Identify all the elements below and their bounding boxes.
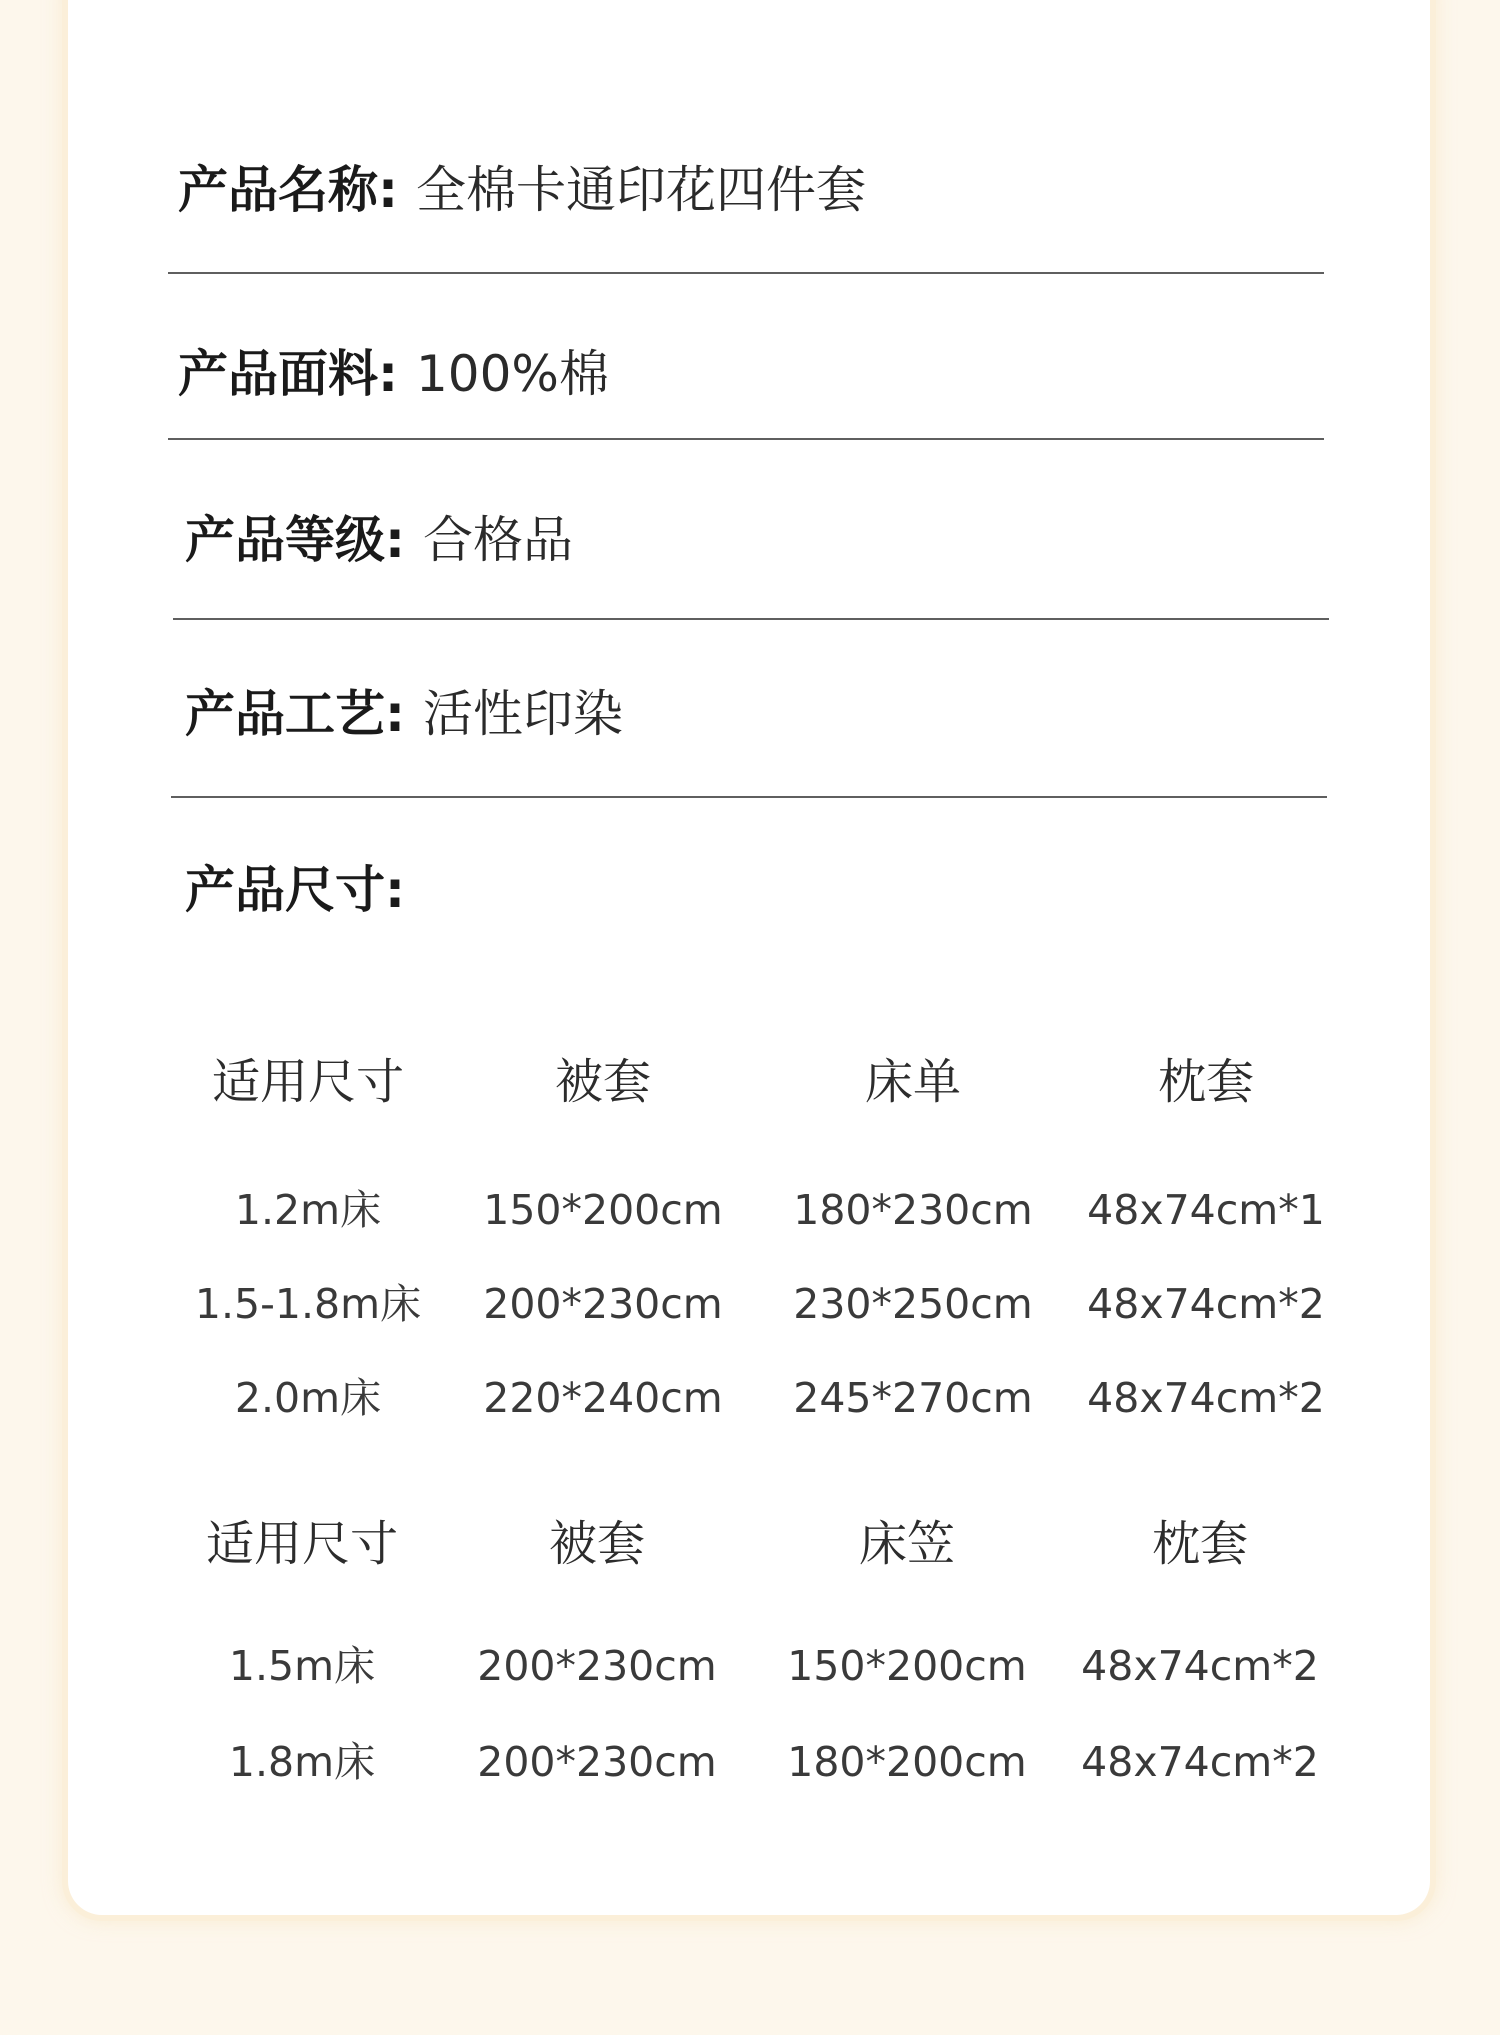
table-header-cell: 床笠 [858, 1516, 956, 1572]
product-name-label: 产品名称: [178, 161, 398, 219]
product-spec-card [68, 0, 1430, 1915]
table-cell: 48x74cm*2 [1081, 1738, 1319, 1786]
table-cell: 150*200cm [787, 1642, 1027, 1690]
table-cell: 48x74cm*2 [1081, 1642, 1319, 1690]
product-grade-row [185, 510, 573, 570]
divider [173, 618, 1329, 620]
product-fabric-row [178, 344, 609, 404]
product-fabric-label: 产品面料: [178, 345, 398, 403]
table-cell: 200*230cm [483, 1280, 723, 1328]
product-size-title: 产品尺寸: [185, 861, 405, 919]
table-header-cell: 被套 [554, 1054, 652, 1110]
product-craft-value: 活性印染 [423, 685, 623, 743]
table-row [0, 1636, 1500, 1696]
table-row [0, 1180, 1500, 1240]
table-cell: 220*240cm [483, 1374, 723, 1422]
table-cell: 1.5-1.8m床 [194, 1280, 422, 1328]
table-header-cell: 被套 [548, 1516, 646, 1572]
product-fabric-value: 100%棉 [416, 345, 609, 403]
table-cell: 2.0m床 [234, 1374, 382, 1422]
table-cell: 48x74cm*2 [1087, 1374, 1325, 1422]
table-cell: 230*250cm [793, 1280, 1033, 1328]
table-header-cell: 适用尺寸 [211, 1054, 405, 1110]
divider [168, 438, 1324, 440]
table-cell: 1.5m床 [228, 1642, 376, 1690]
divider [168, 272, 1324, 274]
table-header-cell: 枕套 [1157, 1054, 1255, 1110]
table-cell: 180*230cm [793, 1186, 1033, 1234]
table-cell: 48x74cm*1 [1087, 1186, 1325, 1234]
product-grade-value: 合格品 [423, 511, 573, 569]
table-cell: 200*230cm [477, 1738, 717, 1786]
table-cell: 200*230cm [477, 1642, 717, 1690]
table-row [0, 1274, 1500, 1334]
product-name-value: 全棉卡通印花四件套 [416, 161, 866, 219]
product-craft-row [185, 684, 623, 744]
table-cell: 1.8m床 [228, 1738, 376, 1786]
divider [171, 796, 1327, 798]
table-header-row [0, 1052, 1500, 1112]
product-name-row [178, 160, 866, 220]
table-cell: 48x74cm*2 [1087, 1280, 1325, 1328]
table-header-cell: 床单 [864, 1054, 962, 1110]
table-row [0, 1368, 1500, 1428]
product-grade-label: 产品等级: [185, 511, 405, 569]
table-cell: 150*200cm [483, 1186, 723, 1234]
product-craft-label: 产品工艺: [185, 685, 405, 743]
table-row [0, 1732, 1500, 1792]
table-header-row [0, 1514, 1500, 1574]
table-cell: 180*200cm [787, 1738, 1027, 1786]
table-cell: 245*270cm [793, 1374, 1033, 1422]
table-cell: 1.2m床 [234, 1186, 382, 1234]
table-header-cell: 枕套 [1151, 1516, 1249, 1572]
table-header-cell: 适用尺寸 [205, 1516, 399, 1572]
